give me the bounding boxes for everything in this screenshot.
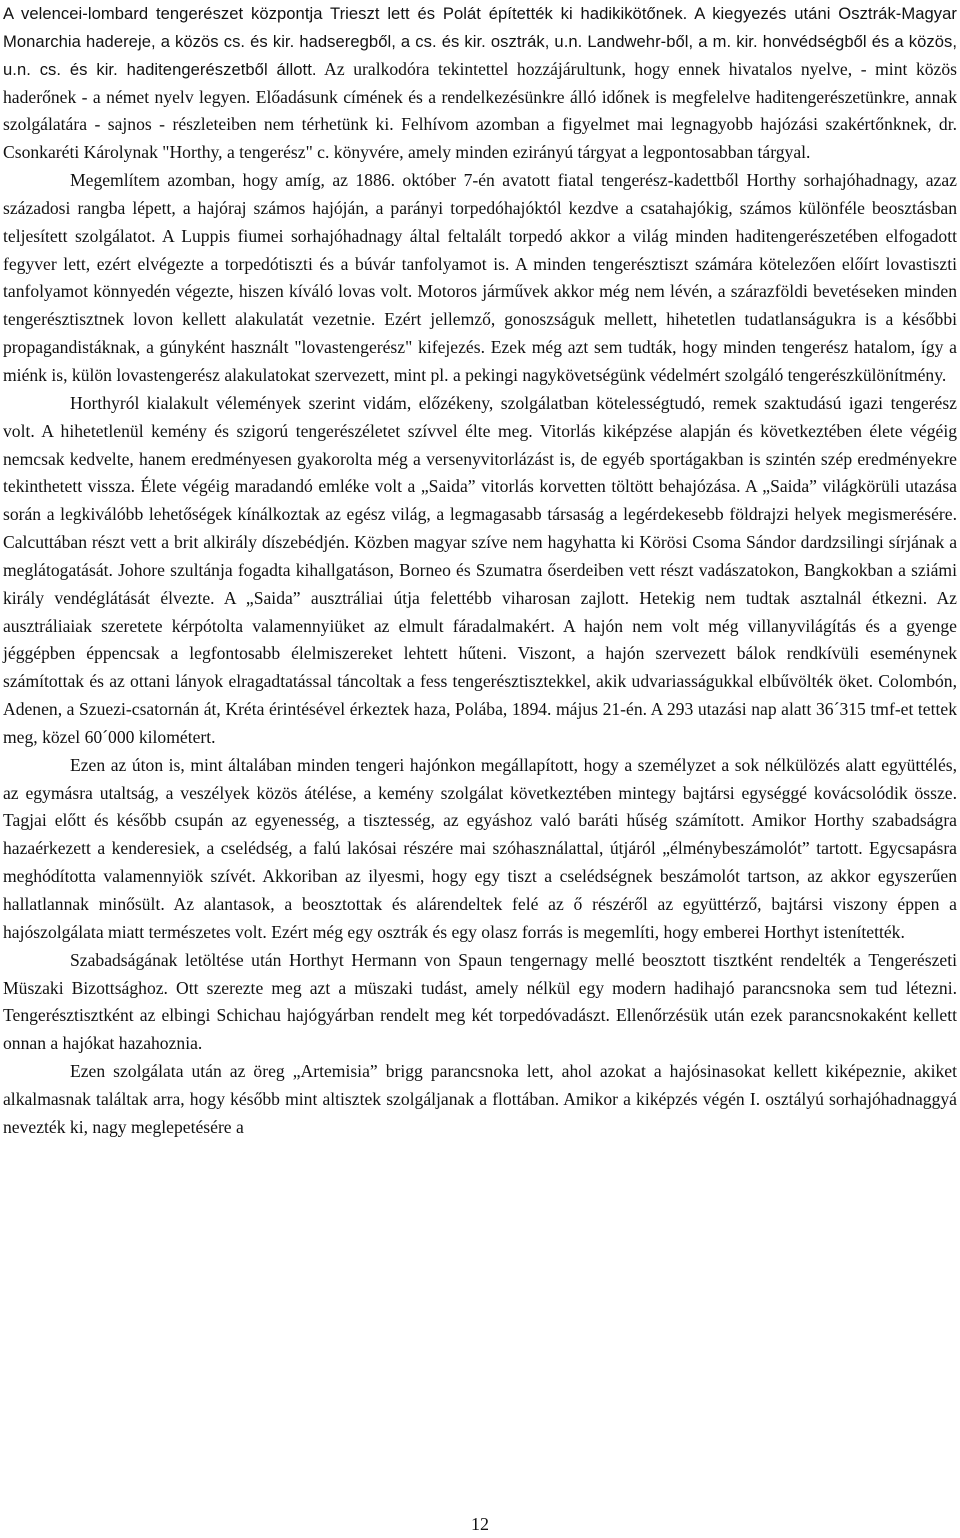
paragraph-3 <box>3 390 957 752</box>
paragraph-3-text: Horthyról kialakult vélemények szerint vidám, előzékeny, szolgálatban kötelességtudó, remek szaktudású igazi tengerész volt. A hihetetlenül kemény és szigorú tengerészéletet szívvel élte meg. Vitorlás kiképzése alapján és következtében élete végéig nemcsak kedvelte, hanem eredményesen gyakorolta még a versenyvitorlázást is, de egyéb sportágakban is szintén szép eredményekre tekinthetett vissza. Élete végéig maradandó emléke volt a „Saida” vitorlás korvetten töltött behajózása. A „Saida” világkörüli utazása során a legkiválóbb lehetőségek kínálkoztak az egész világ, a legmagasabb társaság a legérdekesebb földrajzi helyek megismerésére. Calcuttában részt vett a brit alkirály díszebédjén. Közben magyar szíve nem hagyhatta ki Körösi Csoma Sándor dardzsilingi sírjának a meglátogatását. Johore szultánja fogadta kihallgatáson, Borneo és Szumatra őserdeiben vett részt vadászatokon, Bangkokban a sziámi király vendéglátását élvezte. A „Saida” ausztráliai útja felettébb viharosan zajlott. Hetekig nem tudtak asztalnál étkezni. Az ausztráliaiak szeretete kérpótolta valamennyiüket az elmult fáradalmakért. A hajón nem volt még villanyvilágítás és a gyenge jéggépben éppencsak a legfontosabb élelmiszereket lehtett hűteni. Viszont, a hajón szervezett bálok rendkívüli eseménynek számítottak és az ottani lányok elragadtatással táncoltak a fess tengerésztisztekkel, akik udvariasságukkal elbűvölték öket. Colombón, Adenen, a Szuezi-csatornán át, Kréta érintésével érkeztek haza, Polába, 1894. május 21-én. A 293 utazási nap alatt 36´315 tmf-et tettek meg, közel 60´000 kilométert. <box>3 392 957 747</box>
paragraph-1 <box>3 0 957 167</box>
paragraph-4 <box>3 752 957 947</box>
paragraph-5 <box>3 947 957 1058</box>
paragraph-2-text: Megemlítem azomban, hogy amíg, az 1886. október 7-én avatott fiatal tengerész-kadettből Horthy sorhajóhadnagy, azaz századosi rangba lépett, a hajóraj számos hajóján, a parányi torpedóhajóktól kezdve a csatahajókig, számos különféle beosztásban teljesített szolgálatot. A Luppis fiumei sorhajóhadnagy által feltalált torpedó akkor a világ minden haditengerészetében elfogadott fegyver lett, ezért elvégezte a torpedótiszti és a búvár tanfolyamot is. A minden tengerésztiszt számára kötelezően előírt lovastiszti tanfolyamot könnyedén végezte, hiszen kíváló lovas volt. Motoros járművek akkor még nem lévén, a szárazföldi bevetéseken minden tengerésztisztnek lovon kellett alakulatát vezetnie. Ezért jellemző, gonoszságuk mellett, hihetetlen tudatlanságukra is a későbbi propagandistáknak, a gúnyként használt "lovastengerész" kifejezés. Ezek még azt sem tudták, hogy minden tengerész hatalom, így a miénk is, külön lovastengerész alakulatokat szervezett, mint pl. a pekingi nagykövetségünk védelmért szolgáló tengerészkülönítmény. <box>3 170 957 385</box>
paragraph-6-text: Ezen szolgálata után az öreg „Artemisia” brigg parancsnoka lett, ahol azokat a hajósinasokat kellett kiképeznie, akiket alkalmasnak találtak arra, hogy később mint altisztek szolgáljanak a flottában. Amikor a kiképzés végén I. osztályú sorhajóhadnaggyá nevezték ki, nagy meglepetésére a <box>3 1061 957 1137</box>
page-number: 12 <box>471 1514 489 1534</box>
paragraph-1-lead-text: A velencei-lombard tengerészet központja Trieszt lett és Polát építették ki hadikikötőnek. A kiegyezés utáni Osztrák-Magyar Monarchia hadereje, a közös cs. és kir. hadseregből, a cs. és kir. osztrák, u.n. Landwehr-ből, a m. kir. honvédségből és a közös, u.n. cs. és kir. haditengerészetből állott. <box>3 4 957 79</box>
paragraph-1-body-text: Az uralkodóra tekintettel hozzájárultunk, hogy ennek hivatalos nyelve, - mint közös haderőnek - a német nyelv legyen. Előadásunk címének és a rendelkezésünkre álló időnek is megfelelve haditengerészetünkre, annak szolgálatára - sajnos - részleteiben nem térhetünk ki. Felhívom azomban a figyelmet mai legnagyobb hajózási szakértőnknek, dr. Csonkaréti Károlynak "Horthy, a tengerész" c. könyvére, amely minden ezirányú tárgyat a legpontosabban tárgyal. <box>3 58 957 163</box>
paragraph-6 <box>3 1058 957 1142</box>
paragraph-5-text: Szabadságának letöltése után Horthyt Hermann von Spaun tengernagy mellé beosztott tisztként rendelték a Tengerészeti Müszaki Bizottsághoz. Ott szerezte meg azt a müszaki tudást, amely nélkül egy modern hadihajó parancsnoka sem tud létezni. Tengerésztisztként az elbingi Schichau hajógyárban rendelt meg két torpedóvadászt. Ellenőrzésük után ezek parancsnokaként kellett onnan a hajókat hazahoznia. <box>3 949 957 1054</box>
paragraph-4-text: Ezen az úton is, mint általában minden tengeri hajónkon megállapított, hogy a személyzet a sok nélkülözés alatt együttélés, az egymásra utaltság, a veszélyek közös átélése, a kemény szolgálat következtében mintegy bajtársi egységgé kovácsolódik össze. Tagjai előtt és később csupán az egyenesség, a tisztesség, az egyáshoz való baráti hűség számított. Amikor Horthy szabadságra hazaérkezett a kenderesiek, a cselédség, a falú lakósai részére mai szóhasználattal, útjáról „élménybeszámolót” tartott. Egycsapásra meghódította valamennyiök szívét. Akkoriban az ilyesmi, hogy egy tiszt a cselédségnek beszámolót tartson, az akkor egyszerűen hallatlannak minősült. Az alantasok, a beosztottak és alárendeltek felé az ő részéről az együttérző, bajtársi viszony éppen a hajószolgálata miatt természetes volt. Ezért még egy osztrák és egy olasz forrás is megemlíti, hogy emberei Horthyt istenítették. <box>3 754 957 942</box>
paragraph-2 <box>3 167 957 390</box>
